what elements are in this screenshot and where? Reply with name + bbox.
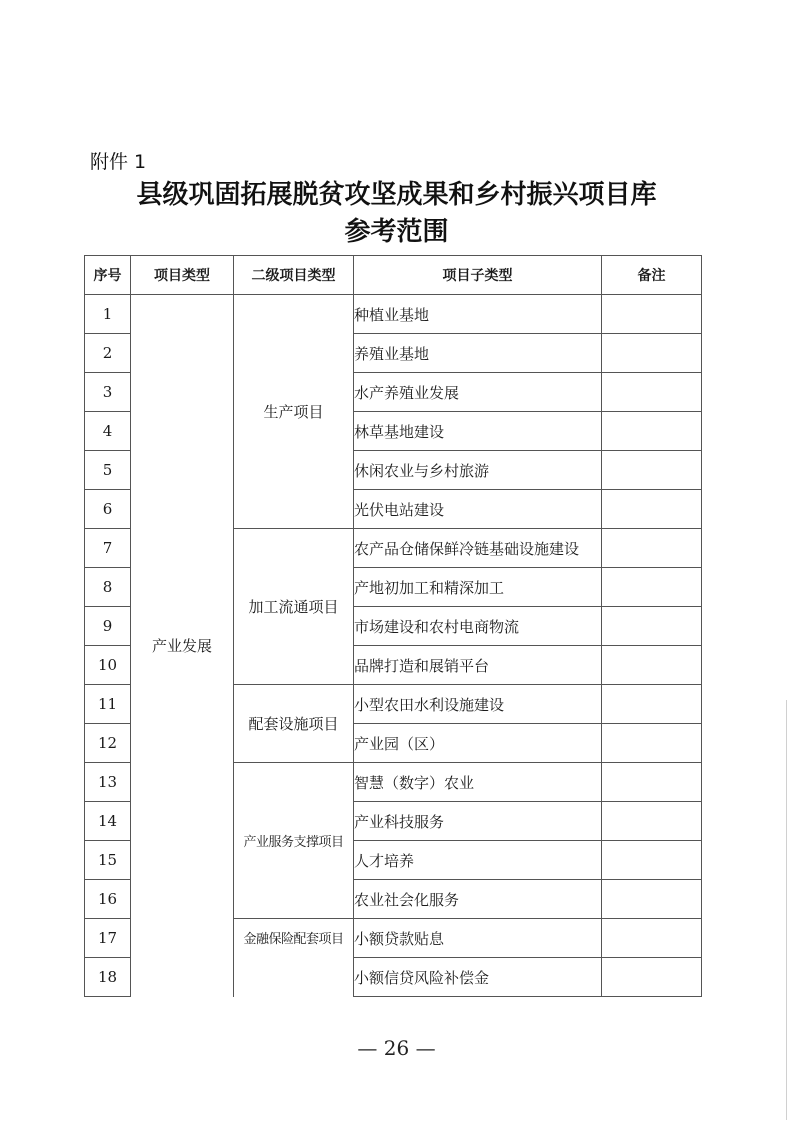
row-subtype: 小型农田水利设施建设 xyxy=(354,685,602,724)
row-subtype: 市场建设和农村电商物流 xyxy=(354,607,602,646)
header-level2-type: 二级项目类型 xyxy=(234,256,354,295)
row-note xyxy=(602,958,702,997)
row-num: 3 xyxy=(85,373,131,412)
row-subtype: 养殖业基地 xyxy=(354,334,602,373)
row-note xyxy=(602,841,702,880)
row-subtype: 农业社会化服务 xyxy=(354,880,602,919)
row-note xyxy=(602,412,702,451)
row-note xyxy=(602,490,702,529)
row-subtype: 水产养殖业发展 xyxy=(354,373,602,412)
header-project-type: 项目类型 xyxy=(131,256,234,295)
annex-label: 附件 1 xyxy=(90,151,147,173)
group-finance: 金融保险配套项目 xyxy=(234,919,354,997)
header-note: 备注 xyxy=(602,256,702,295)
row-note xyxy=(602,763,702,802)
document-title-line2: 参考范围 xyxy=(344,217,449,247)
row-num: 10 xyxy=(85,646,131,685)
row-note xyxy=(602,724,702,763)
row-note xyxy=(602,529,702,568)
header-subtype: 项目子类型 xyxy=(354,256,602,295)
row-num: 16 xyxy=(85,880,131,919)
row-subtype: 智慧（数字）农业 xyxy=(354,763,602,802)
row-subtype: 休闲农业与乡村旅游 xyxy=(354,451,602,490)
project-type-cell: 产业发展 xyxy=(131,295,234,997)
row-note xyxy=(602,880,702,919)
header-num: 序号 xyxy=(85,256,131,295)
document-title-line1: 县级巩固拓展脱贫攻坚成果和乡村振兴项目库 xyxy=(136,180,657,210)
row-note xyxy=(602,607,702,646)
group-services: 产业服务支撑项目 xyxy=(234,763,354,919)
row-subtype: 产地初加工和精深加工 xyxy=(354,568,602,607)
table-header-row xyxy=(85,256,702,295)
row-subtype: 人才培养 xyxy=(354,841,602,880)
row-num: 17 xyxy=(85,919,131,958)
row-num: 15 xyxy=(85,841,131,880)
row-subtype: 农产品仓储保鲜冷链基础设施建设 xyxy=(354,529,602,568)
row-num: 1 xyxy=(85,295,131,334)
row-note xyxy=(602,334,702,373)
row-num: 14 xyxy=(85,802,131,841)
row-note xyxy=(602,685,702,724)
row-num: 4 xyxy=(85,412,131,451)
row-subtype: 林草基地建设 xyxy=(354,412,602,451)
row-subtype: 产业科技服务 xyxy=(354,802,602,841)
row-num: 12 xyxy=(85,724,131,763)
row-subtype: 种植业基地 xyxy=(354,295,602,334)
row-num: 11 xyxy=(85,685,131,724)
scan-edge-line xyxy=(786,700,787,1120)
row-subtype: 小额信贷风险补偿金 xyxy=(354,958,602,997)
row-num: 7 xyxy=(85,529,131,568)
row-subtype: 品牌打造和展销平台 xyxy=(354,646,602,685)
group-processing: 加工流通项目 xyxy=(234,529,354,685)
project-scope-table xyxy=(84,255,702,997)
row-subtype: 光伏电站建设 xyxy=(354,490,602,529)
row-note xyxy=(602,919,702,958)
row-num: 9 xyxy=(85,607,131,646)
row-num: 5 xyxy=(85,451,131,490)
row-subtype: 产业园（区） xyxy=(354,724,602,763)
group-production: 生产项目 xyxy=(234,295,354,529)
row-note xyxy=(602,295,702,334)
row-num: 8 xyxy=(85,568,131,607)
row-num: 6 xyxy=(85,490,131,529)
row-note xyxy=(602,802,702,841)
row-note xyxy=(602,646,702,685)
row-note xyxy=(602,373,702,412)
row-num: 2 xyxy=(85,334,131,373)
row-num: 18 xyxy=(85,958,131,997)
table-row xyxy=(85,295,702,334)
row-subtype: 小额贷款贴息 xyxy=(354,919,602,958)
group-supporting: 配套设施项目 xyxy=(234,685,354,763)
row-num: 13 xyxy=(85,763,131,802)
row-note xyxy=(602,568,702,607)
row-note xyxy=(602,451,702,490)
page-number: — 26 — xyxy=(357,1036,436,1060)
